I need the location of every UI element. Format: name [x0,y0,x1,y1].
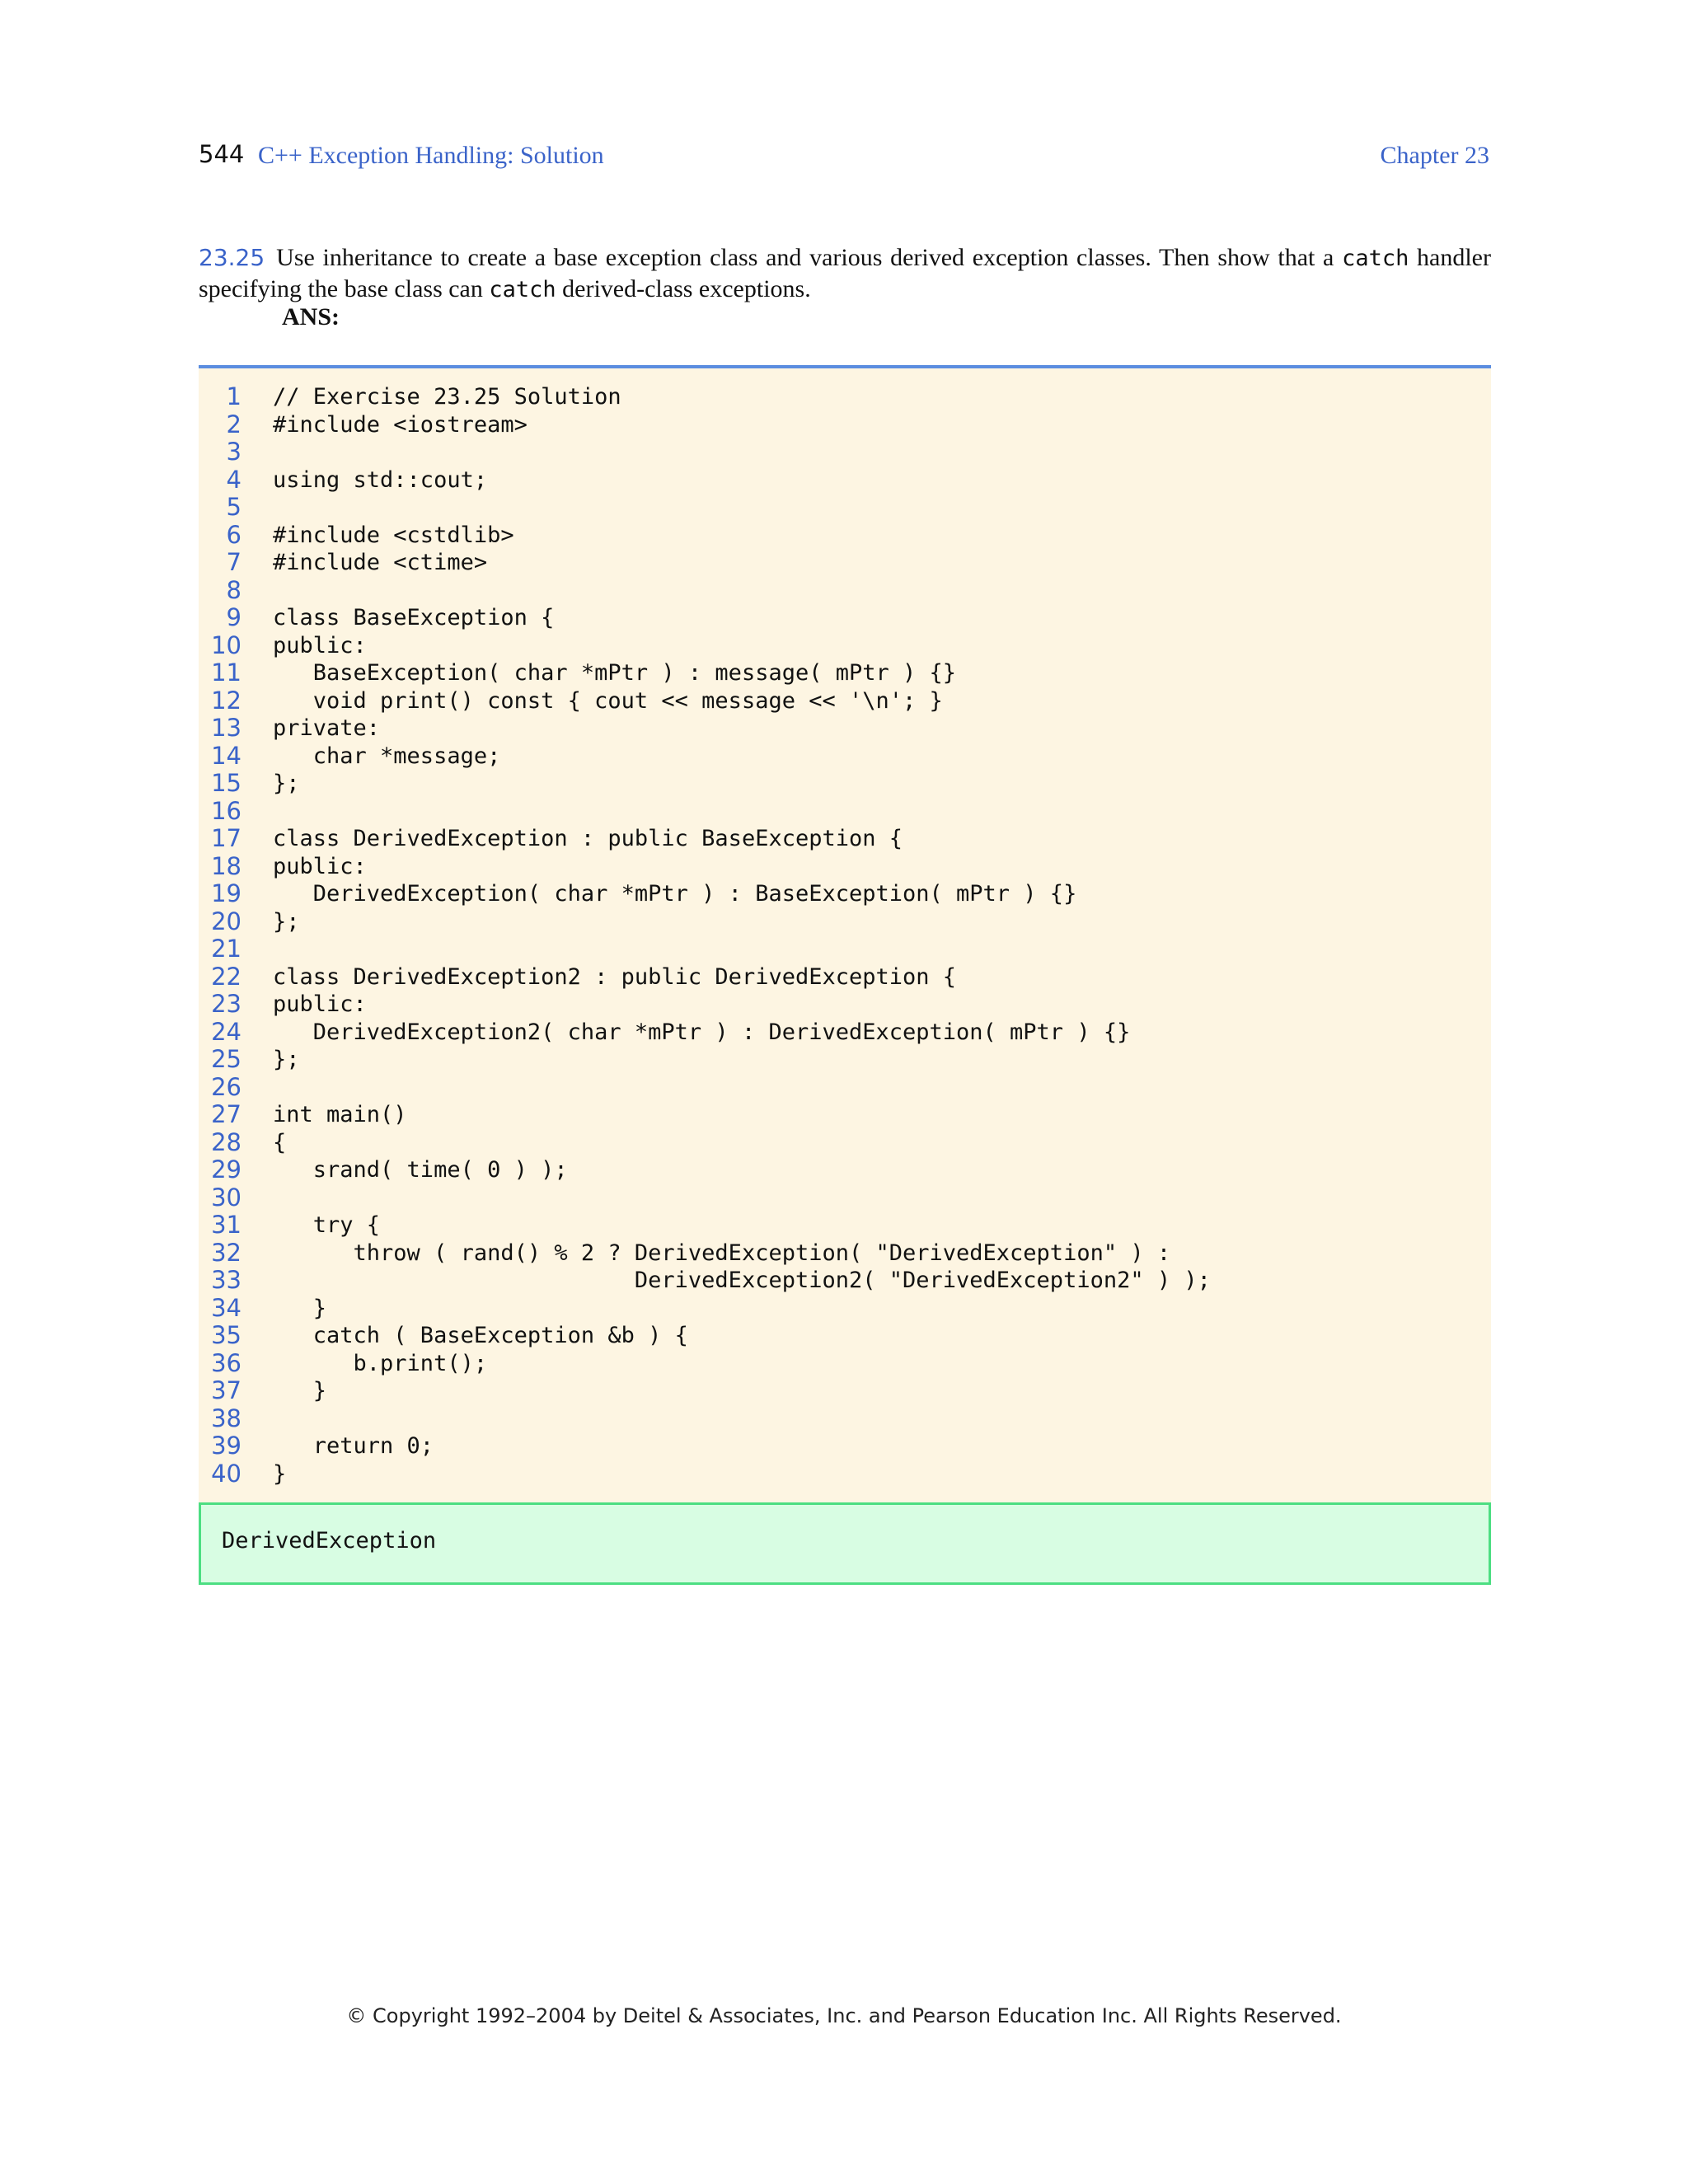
code-text: }; [273,771,300,796]
line-number: 31 [211,1211,241,1239]
line-number: 17 [211,824,241,852]
line-number: 1 [226,382,241,410]
code-lines-container [199,383,1491,1488]
code-text: class DerivedException2 : public DerivedException { [273,963,957,990]
code-line [199,522,1491,550]
line-number: 12 [211,686,241,715]
code-text: private: [273,715,381,741]
code-line [199,549,1491,577]
line-number: 13 [211,714,241,742]
line-number: 37 [211,1376,241,1404]
code-line [199,1129,1491,1157]
page-number: 544 [199,140,245,168]
inline-code-catch-2: catch [489,277,556,302]
code-line [199,1019,1491,1047]
code-listing [199,365,1491,1502]
line-number: 16 [211,796,241,825]
line-number: 27 [211,1100,241,1128]
code-line [199,1350,1491,1378]
output-text: DerivedException [222,1528,437,1554]
line-number: 25 [211,1045,241,1073]
code-line [199,1432,1491,1460]
code-line [199,1240,1491,1268]
code-line [199,963,1491,991]
code-line [199,632,1491,660]
line-number: 26 [211,1072,241,1101]
code-text: public: [273,632,367,658]
code-line [199,1074,1491,1102]
code-line [199,1322,1491,1350]
question-text-3: derived-class exceptions. [556,275,811,302]
code-line [199,880,1491,908]
code-line [199,438,1491,466]
code-line [199,494,1491,522]
line-number: 23 [211,990,241,1018]
code-text: DerivedException( char *mPtr ) : BaseException( mPtr ) {} [273,881,1077,907]
code-text: void print() const { cout << message << '\n'; } [273,687,943,714]
line-number: 7 [226,548,241,576]
code-text: char *message; [273,743,501,769]
chapter-label: Chapter 23 [1380,142,1489,169]
line-number: 36 [211,1348,241,1377]
code-text: } [273,1460,287,1487]
question-text-2: handler specifying the base class can [199,244,1491,302]
code-line [199,1046,1491,1074]
line-number: 19 [211,879,241,907]
code-line [199,798,1491,826]
code-line [199,1156,1491,1184]
code-text: DerivedException2( "DerivedException2" ) ); [273,1268,1211,1293]
code-text: public: [273,991,367,1017]
line-number: 38 [211,1404,241,1432]
code-text: int main() [273,1102,407,1127]
code-line [199,1295,1491,1323]
line-number: 33 [211,1266,241,1294]
program-output [199,1502,1491,1585]
code-text: class BaseException { [273,605,555,630]
code-text: try { [273,1212,381,1238]
code-text: using std::cout; [273,466,488,493]
line-number: 40 [211,1459,241,1488]
code-line [199,659,1491,687]
code-line [199,383,1491,411]
line-number: 10 [211,630,241,659]
copyright-footer: © Copyright 1992–2004 by Deitel & Associates, Inc. and Pearson Education Inc. All Rights Reserved. [346,2004,1342,2027]
code-text: }; [273,1047,300,1072]
code-text: BaseException( char *mPtr ) : message( mPtr ) {} [273,660,957,686]
line-number: 21 [211,935,241,963]
code-text: public: [273,853,367,879]
code-text: srand( time( 0 ) ); [273,1157,568,1183]
running-title: C++ Exception Handling: Solution [258,142,604,169]
code-line [199,743,1491,771]
line-number: 28 [211,1127,241,1156]
line-number: 14 [211,741,241,770]
answer-label: ANS: [282,303,340,330]
code-line [199,1405,1491,1433]
line-number: 3 [226,438,241,466]
code-line [199,1212,1491,1240]
code-line [199,1184,1491,1212]
code-text: #include <cstdlib> [273,522,514,548]
line-number: 4 [226,465,241,494]
line-number: 35 [211,1321,241,1349]
code-line [199,853,1491,881]
code-line [199,687,1491,715]
code-text: } [273,1295,327,1321]
code-text: throw ( rand() % 2 ? DerivedException( "DerivedException" ) : [273,1240,1171,1266]
line-number: 29 [211,1155,241,1183]
code-line [199,1460,1491,1488]
code-line [199,1377,1491,1405]
code-line [199,991,1491,1019]
code-line [199,908,1491,936]
exercise-question [199,242,1491,305]
line-number: 11 [211,658,241,687]
code-line [199,770,1491,798]
code-text: DerivedException2( char *mPtr ) : DerivedException( mPtr ) {} [273,1019,1131,1045]
code-text: #include <iostream> [273,411,528,438]
code-line [199,935,1491,963]
line-number: 5 [226,493,241,521]
line-number: 8 [226,575,241,604]
code-line [199,825,1491,853]
code-text: b.print(); [273,1350,488,1376]
question-text-1: Use inheritance to create a base exception class and various derived exception classes. Then show that a [276,244,1343,271]
line-number: 6 [226,520,241,549]
code-text: { [273,1129,287,1155]
code-line [199,466,1491,494]
code-text: class DerivedException : public BaseException { [273,826,903,851]
code-text: catch ( BaseException &b ) { [273,1323,688,1348]
code-line [199,1101,1491,1129]
page-header [199,140,1491,176]
code-line [199,715,1491,743]
line-number: 22 [211,962,241,991]
line-number: 39 [211,1432,241,1460]
line-number: 32 [211,1238,241,1267]
line-number: 20 [211,907,241,935]
code-text: #include <ctime> [273,550,488,575]
code-text: // Exercise 23.25 Solution [273,384,621,410]
inline-code-catch-1: catch [1342,246,1409,271]
code-text: return 0; [273,1433,434,1459]
line-number: 15 [211,769,241,797]
code-line [199,604,1491,632]
line-number: 34 [211,1293,241,1322]
line-number: 30 [211,1183,241,1212]
code-text: } [273,1378,327,1404]
line-number: 18 [211,851,241,880]
code-line [199,1267,1491,1295]
line-number: 2 [226,410,241,438]
code-line [199,577,1491,605]
exercise-number: 23.25 [199,244,265,271]
line-number: 24 [211,1017,241,1046]
line-number: 9 [226,603,241,631]
code-text: }; [273,908,300,935]
code-line [199,411,1491,439]
